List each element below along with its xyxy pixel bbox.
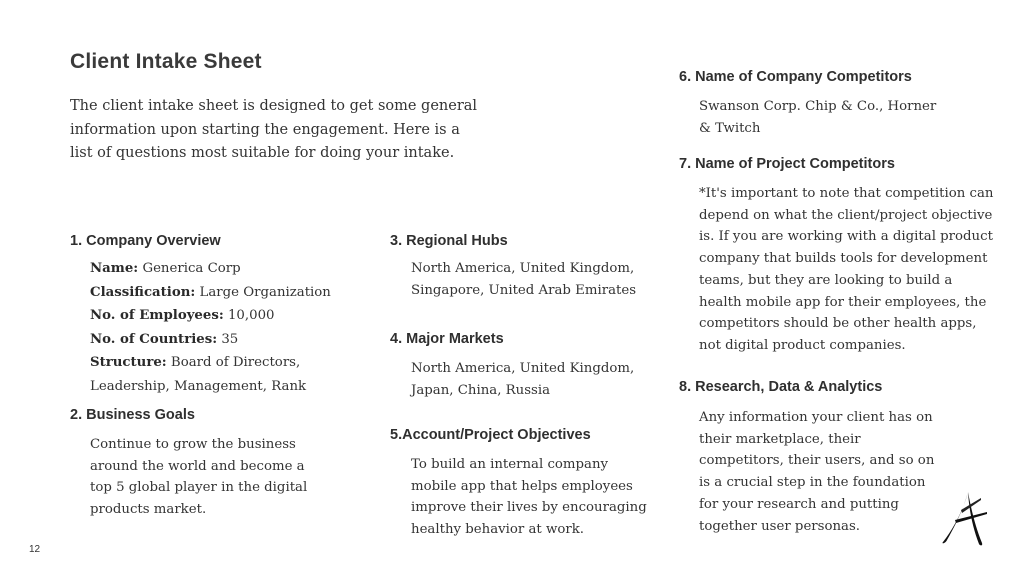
page-title: Client Intake Sheet bbox=[70, 50, 262, 73]
section-7-heading: 7. Name of Project Competitors bbox=[679, 156, 895, 172]
overview-countries: No. of Countries: 35 bbox=[90, 331, 239, 347]
section-1-heading: 1. Company Overview bbox=[70, 233, 221, 249]
intro-paragraph: The client intake sheet is designed to get some general information upon starting the engagement. Here is a list of questions most suitable for doing your intake. bbox=[70, 98, 478, 161]
section-3-text: North America, United Kingdom, Singapore, United Arab Emirates bbox=[411, 261, 637, 298]
section-8-text: Any information your client has on their marketplace, their competitors, their users, and so on is a crucial step in the foundation for your research and putting together user personas. bbox=[699, 410, 935, 534]
overview-classification: Classification: Large Organization bbox=[90, 284, 331, 300]
section-5-heading: 5.Account/Project Objectives bbox=[390, 427, 591, 443]
section-3-heading: 3. Regional Hubs bbox=[390, 233, 508, 249]
overview-name: Name: Generica Corp bbox=[90, 261, 241, 276]
section-8-heading: 8. Research, Data & Analytics bbox=[679, 379, 883, 395]
section-7-text: *It's important to note that competition can depend on what the client/project objective is. If you are working with a digital product company that builds tools for development teams, but they are looking to build a health mobile app for their employees, the competitors should be other health apps, not digital product companies. bbox=[699, 186, 994, 353]
section-4-text: North America, United Kingdom, Japan, China, Russia bbox=[411, 361, 635, 398]
section-2-heading: 2. Business Goals bbox=[70, 407, 195, 423]
overview-employees: No. of Employees: 10,000 bbox=[90, 308, 275, 323]
page-number: 12 bbox=[29, 544, 41, 555]
stylized-letter-a-logo-icon bbox=[935, 490, 997, 548]
section-6-heading: 6. Name of Company Competitors bbox=[679, 69, 912, 85]
company-overview-list bbox=[90, 257, 340, 398]
section-4-heading: 4. Major Markets bbox=[390, 331, 504, 347]
section-5-text: To build an internal company mobile app that helps employees improve their lives by encouraging healthy behavior at work. bbox=[411, 457, 647, 538]
section-2-text: Continue to grow the business around the world and become a top 5 global player in the digital products market. bbox=[90, 437, 308, 518]
overview-structure: Structure: Board of Directors, Leadership, Management, Rank bbox=[90, 355, 307, 394]
section-6-text: Swanson Corp. Chip & Co., Horner & Twitch bbox=[699, 99, 937, 136]
